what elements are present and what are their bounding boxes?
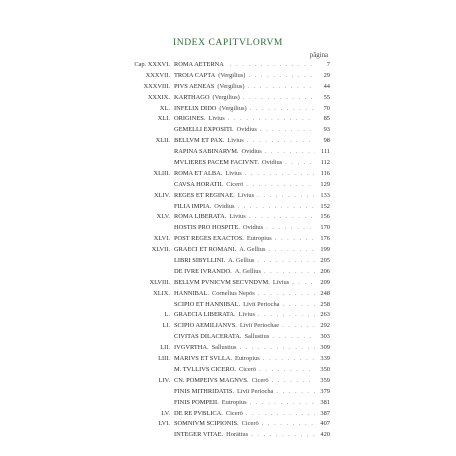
entry-author: Ovidius (242, 224, 264, 232)
dot-leader (283, 300, 316, 311)
toc-entry (120, 387, 330, 398)
entry-line (174, 202, 330, 213)
entry-line (174, 212, 330, 223)
chapter-number: LV. (161, 409, 170, 417)
toc-entry (120, 321, 330, 332)
toc-entry (120, 71, 330, 82)
chapter-number: XXXVIII. (143, 82, 170, 90)
entry-title: CIVITAS DILACERATA. (174, 333, 242, 341)
page-number: 7 (326, 61, 330, 68)
toc-entry (120, 202, 330, 213)
entry-title: SOMNIVM SCIPIONIS. (174, 420, 239, 428)
entry-title: FINIS MITHRIDATIS. (174, 387, 235, 395)
entry-line (174, 343, 330, 354)
toc-entry (120, 125, 330, 136)
entry-line (174, 278, 330, 289)
dot-leader (238, 202, 315, 213)
entry-title: HOSTIS PRO HOSPITE. (174, 224, 240, 232)
entry-title: DE IVRE IVRANDO. (174, 267, 232, 275)
dot-leader (248, 71, 315, 82)
page-number: 309 (320, 344, 330, 352)
entry-line (174, 147, 330, 158)
page-number: 93 (323, 126, 330, 134)
page-number: 248 (320, 289, 330, 297)
entry-author: Cornelius Nepōs (211, 289, 255, 297)
entry-author: A. Gellius (234, 267, 261, 275)
toc-entry (120, 310, 330, 321)
page-number: 112 (320, 159, 330, 167)
page-number: 116 (320, 169, 330, 177)
dot-leader (276, 387, 315, 398)
toc-entry (120, 365, 330, 376)
page-number: 156 (320, 213, 330, 221)
entry-author: A. Gellius (228, 257, 255, 265)
toc-entry (120, 354, 330, 365)
dot-leader (245, 169, 315, 180)
entry-title: BELLVM PVNICVM SECVNDVM. (174, 278, 270, 286)
toc-entry (120, 158, 330, 169)
entry-line (174, 180, 330, 191)
dot-leader (285, 158, 315, 169)
toc-entry (120, 147, 330, 158)
entry-author: Līvius (227, 137, 244, 145)
entry-author: Līvius (229, 213, 246, 221)
entry-author: Ovidius (261, 159, 283, 167)
chapter-number: XLVII. (151, 246, 170, 254)
entry-title: RAPINA SABINARVM. (174, 148, 239, 156)
entry-author: Līviī Periocha (237, 387, 274, 395)
toc-entry (120, 82, 330, 93)
entry-title: ORIGINES. (174, 115, 206, 123)
entry-title: KARTHAGO (174, 93, 210, 101)
dot-leader (272, 332, 315, 343)
chapter-number: XLI. (157, 115, 170, 123)
page-number: 387 (320, 409, 330, 417)
entry-title: DE RE PVBLICA. (174, 409, 223, 417)
toc-entry (120, 267, 330, 278)
entry-title: SCIPIO ET HANNIBAL. (174, 300, 241, 308)
page-number: 263 (320, 311, 330, 319)
entry-title: INTEGER VITAE. (174, 431, 224, 439)
dot-leader (268, 245, 315, 256)
entry-author: Ovidius (241, 148, 262, 156)
toc-entry (120, 419, 330, 430)
entry-author: Līviī Periochae (239, 322, 280, 330)
entry-line (174, 114, 330, 125)
dot-leader (246, 180, 315, 191)
entry-title: BELLVM ET PAX. (174, 137, 225, 145)
entry-author: Horātius (226, 431, 249, 439)
entry-author: Līvius (225, 169, 242, 177)
entry-author: (Vergilius) (218, 71, 246, 79)
entry-title: GRAECIA LIBERATA. (174, 311, 236, 319)
entry-author: (Vergilius) (217, 82, 245, 90)
page-number: 339 (320, 355, 330, 363)
entry-line (174, 430, 330, 441)
page-number: 29 (323, 71, 330, 79)
dot-leader (292, 278, 315, 289)
chapter-number: LIV. (158, 376, 170, 384)
entry-line (174, 289, 330, 300)
chapter-number: LI. (162, 322, 170, 330)
dot-leader (257, 256, 315, 267)
chapter-number: XLIX. (153, 289, 170, 297)
entry-line (174, 158, 330, 169)
toc-entry (120, 398, 330, 409)
toc-entry (120, 300, 330, 311)
entry-title: M. TVLLIVS CICERO. (174, 365, 237, 373)
chapter-number: XLIV. (153, 191, 170, 199)
entry-line (174, 60, 330, 71)
entry-title: SCIPIO AEMILIANVS. (174, 322, 237, 330)
chapter-number: LVI. (158, 420, 170, 428)
toc-entry (120, 409, 330, 420)
chapter-number: LIII. (158, 355, 170, 363)
entry-line (174, 409, 330, 420)
dot-leader (248, 82, 315, 93)
entry-title: CAVSA HORATII. (174, 180, 224, 188)
entry-author: Ovidius (236, 126, 257, 134)
dot-leader (258, 310, 315, 321)
chapter-number: XLVI. (153, 235, 170, 243)
page-number: 381 (320, 398, 330, 406)
entry-author: Cicerō (251, 376, 269, 384)
entry-author: A. Gellius (239, 246, 266, 254)
entry-author: (Vergilius) (212, 93, 240, 101)
dot-leader (243, 93, 315, 104)
page-number: 359 (320, 376, 330, 384)
entry-line (174, 125, 330, 136)
chapter-number: XXXVII. (145, 71, 170, 79)
page-number: 85 (323, 115, 330, 123)
dot-leader (272, 376, 315, 387)
entry-title: IVGVRTHA. (174, 344, 209, 352)
entry-line (174, 398, 330, 409)
entry-title: GEMELLI EXPOSITI. (174, 126, 234, 134)
entry-line (174, 310, 330, 321)
dot-leader (257, 191, 315, 202)
dot-leader (247, 136, 315, 147)
page-number: 129 (320, 180, 330, 188)
entry-title: CN. POMPEIVS MAGNVS. (174, 376, 249, 384)
entry-title: HANNIBAL. (174, 289, 209, 297)
entry-title: INFELIX DIDO (174, 104, 217, 112)
entry-line (174, 104, 330, 115)
page-number: 292 (320, 322, 330, 330)
entry-author: Līvius (208, 115, 225, 123)
entry-author: Eutropius (234, 355, 260, 363)
page-number: 379 (320, 387, 330, 395)
entry-line (174, 300, 330, 311)
toc-entry (120, 180, 330, 191)
entry-line (174, 321, 330, 332)
entry-title: PIVS AENEAS (174, 82, 215, 90)
entry-line (174, 365, 330, 376)
entry-line (174, 223, 330, 234)
toc-entry (120, 430, 330, 441)
entry-line (174, 245, 330, 256)
chapter-number: XXXIX. (147, 93, 170, 101)
entry-author: (Vergilius) (219, 104, 247, 112)
page-number: 199 (320, 246, 330, 254)
dot-leader (260, 125, 315, 136)
chapter-number: XLIII. (153, 169, 170, 177)
entry-author: Eutropius (221, 398, 247, 406)
entry-author: Cicerō (241, 420, 259, 428)
entry-title: MARIVS ET SVLLA. (174, 355, 232, 363)
chapter-number: XLV. (156, 213, 170, 221)
dot-leader (250, 104, 315, 115)
entry-author: Eutropius (246, 235, 272, 243)
dot-leader (263, 354, 315, 365)
dot-leader (230, 60, 315, 71)
page-number: 205 (320, 257, 330, 265)
pagina-column-header: pāgina (309, 52, 328, 59)
entry-author: Cicerō (226, 180, 244, 188)
toc-entry (120, 245, 330, 256)
entry-title: LIBRI SIBYLLINI. (174, 257, 226, 265)
toc-entry (120, 332, 330, 343)
entry-author: Sallustius (244, 333, 270, 341)
chapter-number: L. (164, 311, 170, 319)
toc-entry (120, 278, 330, 289)
entry-line (174, 332, 330, 343)
page-number: 98 (323, 137, 330, 145)
entry-line (174, 93, 330, 104)
page-number: 133 (320, 191, 330, 199)
chapter-number: XLVIII. (149, 278, 170, 286)
entry-title: POST REGES EXACTOS. (174, 235, 244, 243)
entry-author: Ovidius (214, 202, 235, 210)
entry-line (174, 376, 330, 387)
entry-author: Cicerō (225, 409, 243, 417)
page-number: 55 (323, 93, 330, 101)
chapter-number: XL. (159, 104, 170, 112)
entry-title: REGES ET REGINAE. (174, 191, 235, 199)
entry-author: Līvius (237, 191, 255, 199)
page-number: 209 (320, 278, 330, 286)
chapter-number: Cap. XXXVI. (134, 61, 170, 68)
dot-leader (265, 147, 315, 158)
chapter-number: LII. (160, 344, 170, 352)
entry-line (174, 234, 330, 245)
page-number: 206 (320, 267, 330, 275)
entry-line (174, 354, 330, 365)
chapter-number: XLII. (155, 137, 170, 145)
page-number: 152 (320, 202, 330, 210)
entry-line (174, 71, 330, 82)
toc-entry (120, 60, 330, 71)
toc-entry (120, 169, 330, 180)
dot-leader (275, 234, 315, 245)
entry-title: TROIA CAPTA (174, 71, 216, 79)
toc-entry (120, 191, 330, 202)
entry-line (174, 82, 330, 93)
toc-entry (120, 93, 330, 104)
entry-title: GRAECI ET ROMANI. (174, 246, 237, 254)
entry-line (174, 136, 330, 147)
toc-entry (120, 136, 330, 147)
entry-author: Līvius (238, 311, 255, 319)
toc-entry (120, 343, 330, 354)
entry-title: FINIS POMPEII. (174, 398, 219, 406)
toc-entry (120, 223, 330, 234)
dot-leader (246, 409, 315, 420)
toc-entry (120, 376, 330, 387)
dot-leader (251, 430, 315, 441)
entry-title: ROMA AETERNA (174, 61, 224, 68)
entry-title: FILIA IMPIA. (174, 202, 212, 210)
index-title: INDEX CAPITVLORVM (173, 38, 283, 48)
entry-author: Cicerō (239, 365, 257, 373)
entry-author: Līvius (272, 278, 290, 286)
page-number: 420 (320, 431, 330, 439)
entry-line (174, 387, 330, 398)
entry-line (174, 419, 330, 430)
dot-leader (282, 321, 315, 332)
toc-entry (120, 212, 330, 223)
dot-leader (266, 223, 315, 234)
dot-leader (228, 114, 315, 125)
page-number: 70 (323, 104, 330, 112)
entry-title: MVLIERES PACEM FACIVNT. (174, 159, 259, 167)
dot-leader (249, 212, 315, 223)
dot-leader (250, 398, 315, 409)
dot-leader (258, 289, 315, 300)
page-number: 176 (320, 235, 330, 243)
entry-line (174, 267, 330, 278)
page-number: 44 (323, 82, 330, 90)
dot-leader (259, 365, 315, 376)
page-number: 170 (320, 224, 330, 232)
dot-leader (264, 267, 315, 278)
entry-title: ROMA LIBERATA. (174, 213, 227, 221)
dot-leader (262, 419, 315, 430)
toc-entry (120, 289, 330, 300)
entry-author: Līviī Periocha (243, 300, 280, 308)
entry-line (174, 256, 330, 267)
entry-line (174, 191, 330, 202)
page-number: 350 (320, 365, 330, 373)
dot-leader (239, 343, 315, 354)
page-number: 258 (320, 300, 330, 308)
entry-author: Sallustius (211, 344, 237, 352)
entry-title: ROMA ET ALBA. (174, 169, 223, 177)
toc-entry (120, 104, 330, 115)
table-of-contents (120, 60, 330, 441)
page-number: 407 (320, 420, 330, 428)
toc-entry (120, 114, 330, 125)
toc-entry (120, 256, 330, 267)
page-number: 111 (320, 148, 330, 156)
toc-entry (120, 234, 330, 245)
entry-line (174, 169, 330, 180)
page-number: 303 (320, 333, 330, 341)
